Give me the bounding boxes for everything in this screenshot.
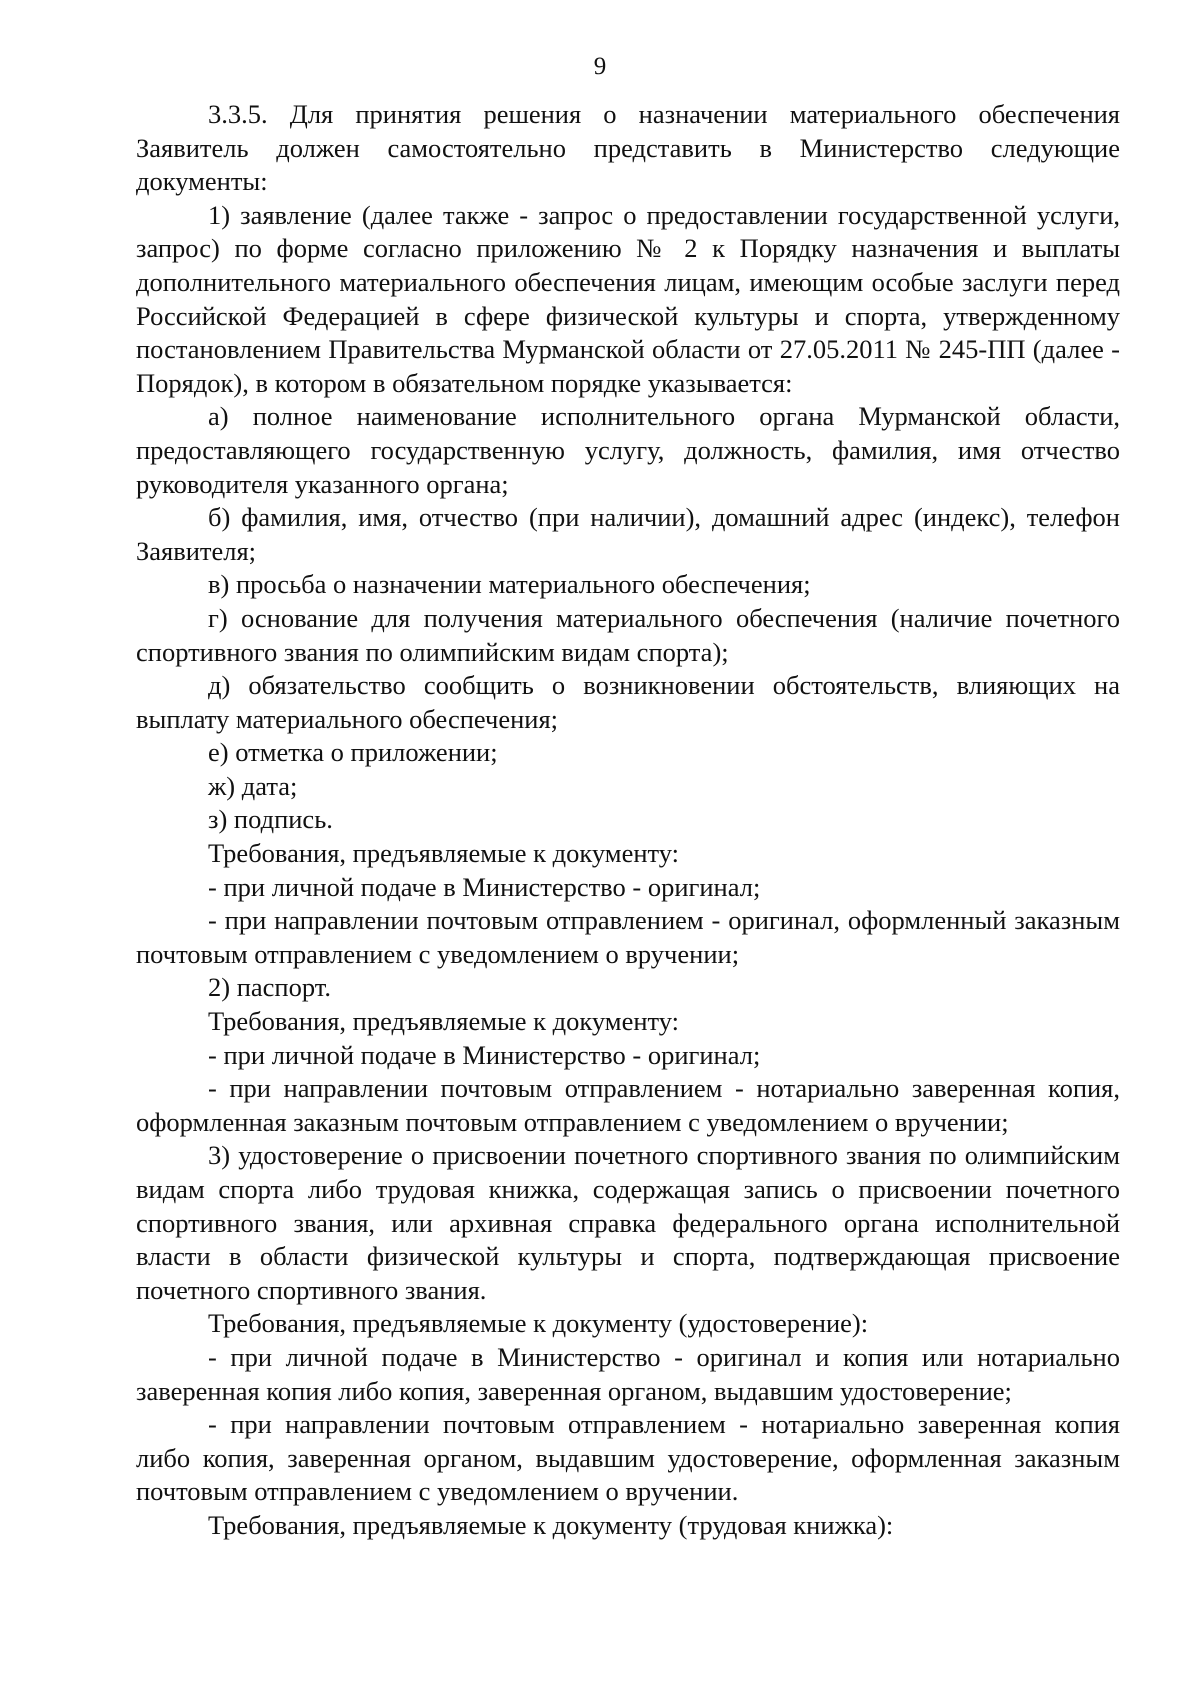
- paragraph-subitem-z: з) подпись.: [208, 804, 333, 835]
- paragraph-subitem-g: г) основание для получения материального обеспечения (наличие почетного спортивного звания по олимпийским видам спорта);: [136, 602, 1120, 667]
- paragraph-req-cert-in-person: - при личной подаче в Министерство - оригинал и копия или нотариально заверенная копия либо копия, заверенная органом, выдавшим удостоверение;: [136, 1341, 1120, 1406]
- paragraph-3-3-5: 3.3.5. Для принятия решения о назначении материального обеспечения Заявитель должен самостоятельно представить в Министерство следующие документы:: [136, 99, 1120, 197]
- paragraph-subitem-e: е) отметка о приложении;: [208, 737, 498, 768]
- paragraph-subitem-zh: ж) дата;: [208, 770, 298, 801]
- paragraph-item-1-application: 1) заявление (далее также - запрос о предоставлении государственной услуги, запрос) по форме согласно приложению № 2 к Порядку назначения и выплаты дополнительного материального обеспечения лицам, имеющим особые заслуги перед Российской Федерацией в сфере физической культуры и спорта, утвержденному постановлением Правительства Мурманской области от 27.05.2011 № 245-ПП (далее - Порядок), в котором в обязательном порядке указывается:: [136, 199, 1120, 398]
- paragraph-requirements-1: Требования, предъявляемые к документу:: [208, 838, 680, 869]
- paragraph-subitem-d: д) обязательство сообщить о возникновении обстоятельств, влияющих на выплату материального обеспечения;: [136, 670, 1120, 734]
- paragraph-requirements-certificate: Требования, предъявляемые к документу (удостоверение):: [208, 1308, 869, 1339]
- paragraph-requirements-workbook: Требования, предъявляемые к документу (трудовая книжка):: [208, 1509, 894, 1540]
- paragraph-req-1-by-mail: - при направлении почтовым отправлением - оригинал, оформленный заказным почтовым отправлением с уведомлением о вручении;: [136, 905, 1120, 969]
- paragraph-item-2-passport: 2) паспорт.: [208, 972, 331, 1003]
- paragraph-req-2-in-person: - при личной подаче в Министерство - оригинал;: [208, 1039, 761, 1070]
- paragraph-item-3-certificate: 3) удостоверение о присвоении почетного спортивного звания по олимпийским видам спорта либо трудовая книжка, содержащая запись о присвоении почетного спортивного звания, или архивная справка федерального органа исполнительной власти в области физической культуры и спорта, подтверждающая присвоение почетного спортивного звания.: [136, 1140, 1120, 1305]
- document-body: [136, 98, 1120, 1543]
- paragraph-req-2-by-mail: - при направлении почтовым отправлением - нотариально заверенная копия, оформленная заказным почтовым отправлением с уведомлением о вручении;: [136, 1073, 1120, 1137]
- paragraph-subitem-b: б) фамилия, имя, отчество (при наличии), домашний адрес (индекс), телефон Заявителя;: [136, 502, 1120, 566]
- paragraph-req-cert-by-mail: - при направлении почтовым отправлением - нотариально заверенная копия либо копия, заверенная органом, выдавшим удостоверение, оформленная заказным почтовым отправлением с уведомлением о вручении.: [136, 1409, 1120, 1507]
- paragraph-subitem-v: в) просьба о назначении материального обеспечения;: [208, 569, 811, 600]
- paragraph-requirements-2: Требования, предъявляемые к документу:: [208, 1006, 680, 1037]
- paragraph-subitem-a: а) полное наименование исполнительного органа Мурманской области, предоставляющего государственную услугу, должность, фамилия, имя отчество руководителя указанного органа;: [136, 401, 1120, 499]
- paragraph-req-1-in-person: - при личной подаче в Министерство - оригинал;: [208, 871, 761, 902]
- page-number: 9: [593, 53, 607, 80]
